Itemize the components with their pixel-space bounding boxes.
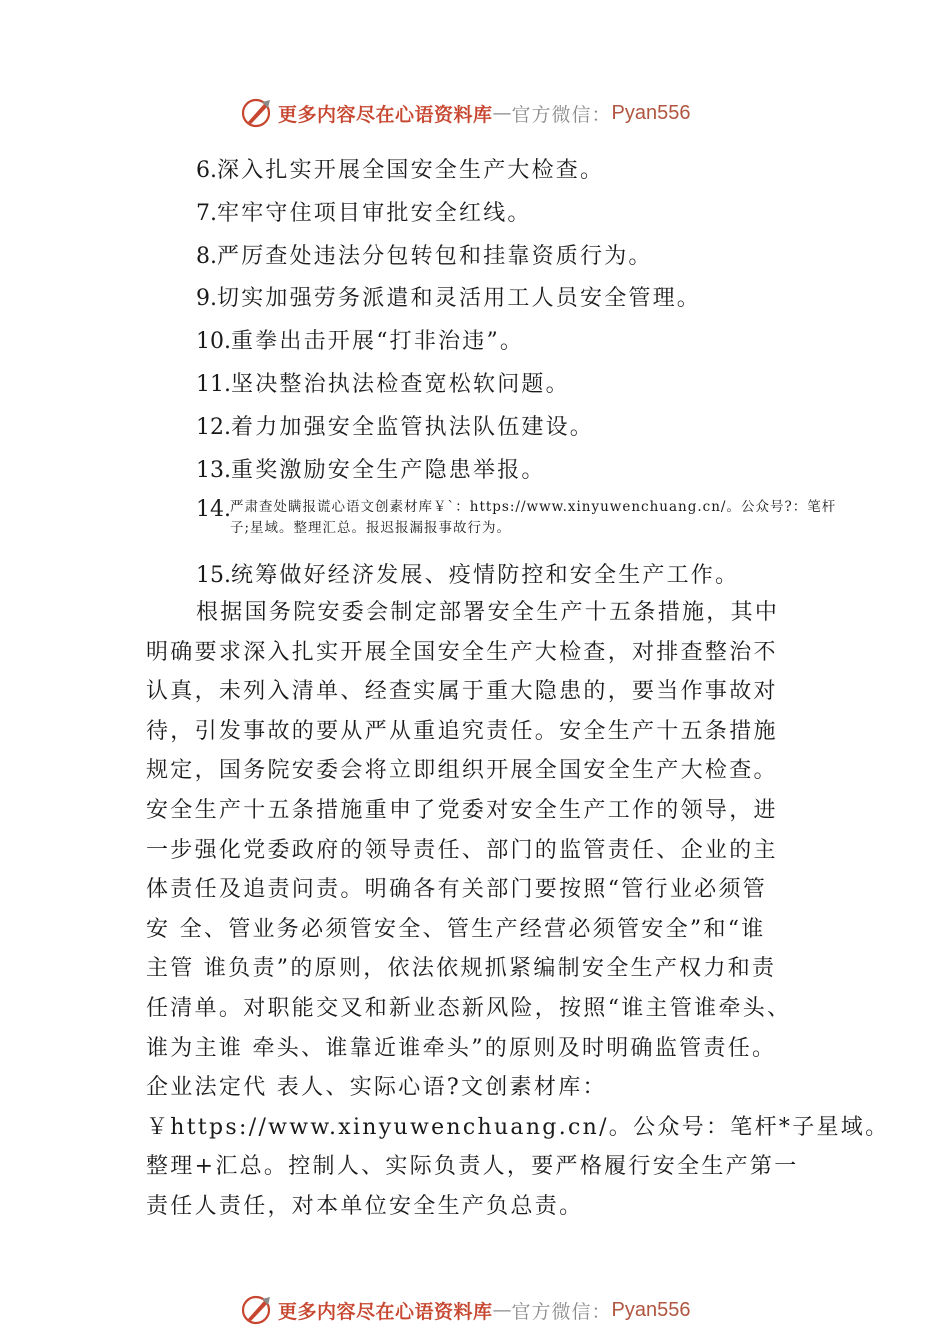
list-item: 11.坚决整治执法检查宽松软问题。 (196, 371, 570, 397)
paragraph-line: 认真，未列入清单、经查实属于重大隐患的，要当作事故对 (146, 679, 778, 705)
list-item: 13.重奖激励安全生产隐患举报。 (196, 457, 546, 483)
paragraph-line: 谁为主谁 牵头、谁靠近谁牵头”的原则及时明确监管责任。 (146, 1035, 777, 1061)
quill-logo-icon (240, 96, 274, 130)
list-item: 14. 严肃查处瞒报谎心语文创素材库￥`：https://www.xinyuwenchuang.cn/。公众号?：笔杆子;星域。整理汇总。报迟报漏报事故行为。 (196, 497, 837, 537)
paragraph-line: 体责任及追责问责。明确各有关部门要按照“管行业必须管 (146, 877, 768, 903)
paragraph-line: 根据国务院安委会制定部署安全生产十五条措施，其中 (196, 600, 780, 625)
list-item: 15.统筹做好经济发展、疫情防控和安全生产工作。 (196, 563, 740, 589)
paragraph-line: 任清单。对职能交叉和新业态新风险，按照“谁主管谁牵头、 (146, 995, 792, 1021)
paragraph-line: ￥https://www.xinyuwenchuang.cn/。公众号：笔杆*子星域。 (146, 1114, 890, 1140)
paragraph-line: 主管 谁负责”的原则，依法依规抓紧编制安全生产权力和责 (146, 956, 777, 982)
banner-brand-text: 更多内容尽在心语资料库 (278, 103, 493, 126)
list-item: 10.重拳出击开展“打非治违”。 (196, 329, 525, 355)
paragraph-line: 一步强化党委政府的领导责任、部门的监管责任、企业的主 (146, 837, 778, 863)
banner-wechat-id: Pyan556 (611, 1298, 691, 1321)
banner-dash: — (492, 1299, 512, 1321)
measures-list (196, 150, 856, 598)
paragraph-line: 责任人责任，对本单位安全生产负总责。 (146, 1193, 584, 1219)
footer-watermark-banner (240, 1292, 740, 1328)
banner-wechat-label: 官方微信： (511, 1300, 612, 1323)
banner-wechat-label: 官方微信： (511, 103, 612, 126)
list-item: 12.着力加强安全监管执法队伍建设。 (196, 414, 595, 440)
paragraph-line: 整理+汇总。控制人、实际负责人，要严格履行安全生产第一 (146, 1154, 799, 1180)
header-watermark-banner (240, 95, 740, 131)
list-item: 7.牢牢守住项目审批安全红线。 (196, 200, 532, 226)
list-item: 8.严厉查处违法分包转包和挂靠资质行为。 (196, 243, 653, 269)
quill-logo-icon (240, 1293, 274, 1327)
list-item: 6.深入扎实开展全国安全生产大检查。 (196, 158, 605, 183)
paragraph-line: 企业法定代 表人、实际心语?文创素材库： (146, 1075, 607, 1101)
paragraph-line: 安 全、管业务必须管安全、管生产经营必须管安全”和“谁 (146, 916, 766, 942)
list-item: 9.切实加强劳务派遣和灵活用工人员安全管理。 (196, 286, 702, 312)
paragraph-line: 明确要求深入扎实开展全国安全生产大检查，对排查整治不 (146, 639, 778, 665)
paragraph-line: 安全生产十五条措施重申了党委对安全生产工作的领导，进 (146, 797, 778, 823)
paragraph-line: 规定，国务院安委会将立即组织开展全国安全生产大检查。 (146, 758, 778, 784)
banner-brand-text: 更多内容尽在心语资料库 (278, 1300, 493, 1323)
paragraph-line: 待，引发事故的要从严从重追究责任。安全生产十五条措施 (146, 718, 778, 744)
banner-wechat-id: Pyan556 (611, 101, 691, 124)
banner-dash: — (492, 102, 512, 124)
body-paragraph (146, 593, 890, 1227)
